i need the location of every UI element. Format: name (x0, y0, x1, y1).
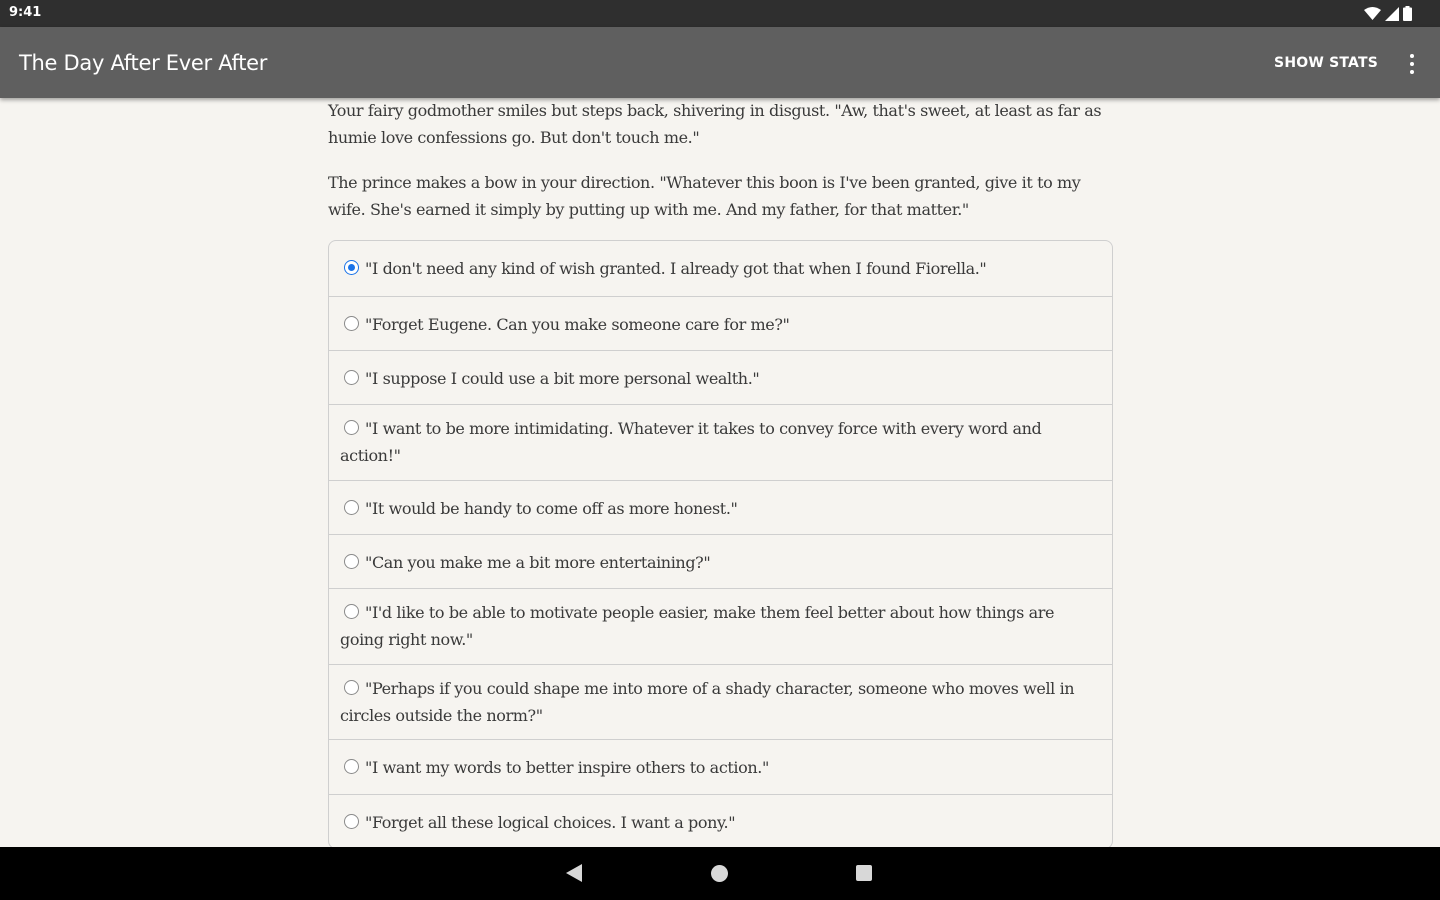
choice-option[interactable] (329, 480, 1112, 534)
story-paragraph: Your fairy godmother smiles but steps back, shivering in disgust. "Aw, that's sweet, at least as far as humie love confessions go. But don't touch me." (328, 101, 1102, 147)
choice-option[interactable] (329, 534, 1112, 588)
choice-option[interactable] (329, 739, 1112, 794)
choice-option[interactable] (329, 794, 1112, 848)
back-icon[interactable] (566, 864, 582, 882)
choice-option[interactable] (329, 404, 1112, 480)
radio-icon[interactable] (344, 500, 359, 515)
recents-icon[interactable] (856, 865, 872, 881)
story-paragraph: The prince makes a bow in your direction. "Whatever this boon is I've been granted, give it to my wife. She's earned it simply by putting up with me. And my father, for that matter." (328, 173, 1081, 219)
choice-label: "Forget Eugene. Can you make someone care for me?" (365, 315, 790, 334)
radio-icon[interactable] (344, 814, 359, 829)
choice-option[interactable] (329, 350, 1112, 404)
status-time: 9:41 (9, 5, 42, 20)
app-title: The Day After Ever After (19, 51, 268, 75)
radio-icon[interactable] (344, 316, 359, 331)
radio-icon[interactable] (344, 420, 359, 435)
radio-icon[interactable] (344, 604, 359, 619)
home-icon[interactable] (711, 865, 728, 882)
choice-option[interactable] (329, 588, 1112, 664)
choice-label: "I'd like to be able to motivate people easier, make them feel better about how things are going right now." (340, 603, 1055, 649)
radio-selected-icon[interactable] (344, 260, 359, 275)
choice-label: "I suppose I could use a bit more personal wealth." (365, 369, 760, 388)
choice-label: "Perhaps if you could shape me into more of a shady character, someone who moves well in circles outside the norm?" (340, 679, 1075, 725)
show-stats-button[interactable]: SHOW STATS (1274, 55, 1378, 71)
choice-label: "I don't need any kind of wish granted. I already got that when I found Fiorella." (365, 259, 987, 278)
radio-icon[interactable] (344, 759, 359, 774)
choice-label: "Forget all these logical choices. I want a pony." (365, 813, 736, 832)
signal-icon (1385, 7, 1399, 21)
choice-option[interactable] (329, 241, 1112, 296)
choice-label: "I want to be more intimidating. Whatever it takes to convey force with every word and action!" (340, 419, 1042, 465)
overflow-menu-icon[interactable] (1406, 53, 1418, 75)
choice-option[interactable] (329, 296, 1112, 350)
wifi-icon (1364, 7, 1381, 21)
choice-label: "I want my words to better inspire others to action." (365, 758, 769, 777)
choice-label: "Can you make me a bit more entertaining?" (365, 553, 711, 572)
status-icons (1364, 6, 1412, 21)
app-bar (0, 27, 1440, 98)
choice-option[interactable] (329, 664, 1112, 739)
choice-label: "It would be handy to come off as more honest." (365, 499, 738, 518)
radio-icon[interactable] (344, 554, 359, 569)
radio-icon[interactable] (344, 680, 359, 695)
status-bar (0, 0, 1440, 27)
navigation-bar (0, 847, 1440, 900)
radio-icon[interactable] (344, 370, 359, 385)
choice-list (328, 240, 1113, 849)
battery-icon (1403, 6, 1412, 21)
